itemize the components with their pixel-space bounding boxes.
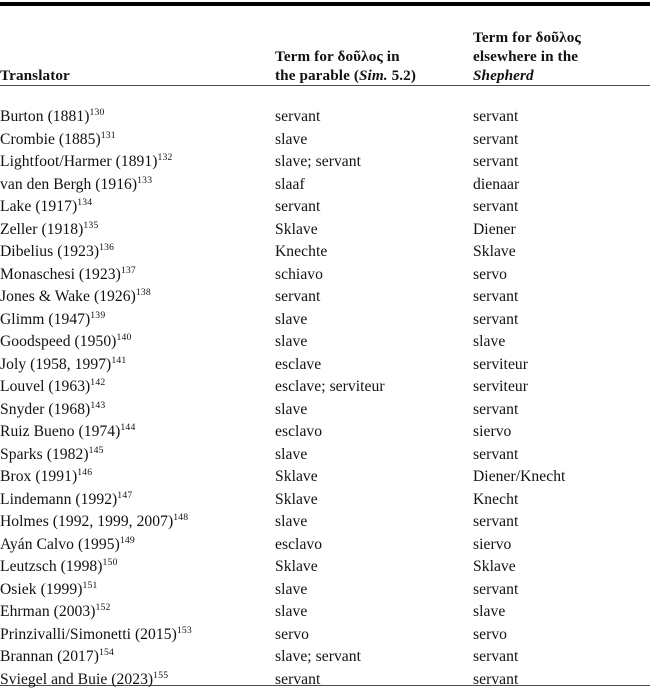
footnote-marker[interactable]: 139 [90,309,106,321]
cell-translator [0,646,275,669]
cell-term-elsewhere: Sklave [473,558,516,575]
table-row [0,97,650,129]
column-header-translator [0,0,275,97]
table-header-row [0,0,650,97]
cell-term-elsewhere: servant [473,108,519,125]
cell-term-in-parable: slave [275,513,308,530]
cell-translator [0,669,275,692]
cell-term-elsewhere: servant [473,288,519,305]
footnote-marker[interactable]: 148 [173,511,189,523]
footnote-marker[interactable]: 138 [135,286,151,298]
cell-term-in-parable: schiavo [275,265,323,283]
cell-translator [0,264,275,287]
cell-translator [0,354,275,377]
cell-translator [0,196,275,219]
cell-term-elsewhere: servant [473,670,519,688]
cell-translator [0,219,275,242]
table-row [0,174,650,197]
cell-translator [0,534,275,557]
cell-term-in-parable: Sklave [275,468,318,485]
footnote-marker[interactable]: 131 [100,129,116,141]
cell-term-elsewhere: servant [473,513,519,530]
table-row [0,444,650,467]
translator-name: Goodspeed (1950) [0,333,117,350]
translator-name: Holmes (1992, 1999, 2007) [0,513,174,530]
cell-term-elsewhere: serviteur [473,378,529,395]
table-row [0,579,650,602]
cell-term-elsewhere: Diener [473,220,516,238]
translator-name: Ayán Calvo (1995) [0,535,120,553]
footnote-marker[interactable]: 154 [99,646,115,658]
translator-name: Prinzivalli/Simonetti (2015) [0,625,177,643]
cell-term-in-parable: esclave [275,355,322,373]
cell-translator [0,466,275,489]
translator-name: Monaschesi (1923) [0,265,121,283]
cell-term-elsewhere: servant [473,445,519,463]
cell-term-elsewhere: Diener/Knecht [473,468,566,485]
table-row [0,624,650,647]
cell-term-elsewhere: servant [473,130,519,148]
translator-name: Osiek (1999) [0,580,83,598]
table-row [0,466,650,489]
cell-term-in-parable: servant [275,288,321,305]
footnote-marker[interactable]: 144 [120,421,136,433]
footnote-marker[interactable]: 149 [119,534,135,546]
translator-name: Louvel (1963) [0,378,91,395]
column-header-term-in-parable-line2-pre: the parable ( [275,67,359,84]
column-header-term-elsewhere-line1: Term for δοῦλος [473,29,581,46]
table-row [0,219,650,242]
table-row [0,646,650,669]
footnote-marker[interactable]: 133 [137,174,153,186]
cell-term-elsewhere: slave [473,333,506,350]
cell-translator [0,331,275,354]
cell-term-elsewhere: siervo [473,423,512,440]
table-row [0,534,650,557]
cell-term-elsewhere: Sklave [473,243,516,260]
cell-translator [0,309,275,332]
translator-name: Leutzsch (1998) [0,558,103,575]
cell-term-in-parable: slave [275,580,308,598]
cell-term-elsewhere: servant [473,310,519,328]
translator-name: Brannan (2017) [0,648,99,665]
cell-translator [0,174,275,197]
footnote-marker[interactable]: 143 [90,399,106,411]
footnote-marker[interactable]: 134 [77,196,93,208]
cell-translator [0,421,275,444]
cell-translator [0,376,275,399]
footnote-marker[interactable]: 142 [90,376,106,388]
cell-translator [0,286,275,309]
cell-term-elsewhere: slave [473,603,506,620]
table-row [0,601,650,624]
column-header-term-elsewhere [473,0,650,97]
translator-name: Ruiz Bueno (1974) [0,423,121,440]
table-row [0,511,650,534]
cell-translator [0,601,275,624]
column-header-term-in-parable-line1: Term for δοῦλος in [275,48,400,65]
table-row [0,421,650,444]
translator-name: Joly (1958, 1997) [0,355,112,373]
cell-term-elsewhere: serviteur [473,355,529,373]
footnote-marker[interactable]: 135 [83,219,99,231]
table-row [0,556,650,579]
cell-term-elsewhere: Knecht [473,490,519,508]
cell-term-in-parable: slave [275,400,308,418]
cell-term-in-parable: servo [275,625,310,643]
translator-name: Brox (1991) [0,468,78,485]
translator-name: Ehrman (2003) [0,603,96,620]
table-body [0,97,650,691]
translator-name: Snyder (1968) [0,400,91,418]
footnote-marker[interactable]: 151 [82,579,98,591]
cell-translator [0,489,275,512]
cell-term-elsewhere: dienaar [473,175,520,193]
table-row [0,399,650,422]
cell-term-in-parable: slave [275,333,308,350]
cell-translator [0,556,275,579]
footnote-marker[interactable]: 152 [95,601,111,613]
cell-term-in-parable: Knechte [275,243,328,260]
cell-term-in-parable: slaaf [275,175,305,193]
translator-name: Burton (1881) [0,108,90,125]
cell-translator [0,624,275,647]
footnote-marker[interactable]: 145 [88,444,104,456]
translator-name: Lake (1917) [0,198,78,215]
table-row [0,241,650,264]
cell-term-in-parable: slave; servant [275,153,362,170]
cell-translator [0,444,275,467]
cell-term-in-parable: Sklave [275,220,318,238]
cell-term-in-parable: Sklave [275,490,318,508]
cell-term-in-parable: esclave; serviteur [275,378,385,395]
table-row [0,196,650,219]
footnote-marker[interactable]: 150 [102,556,118,568]
column-header-term-in-parable [275,0,473,97]
cell-term-in-parable: servant [275,198,321,215]
cell-translator [0,129,275,152]
cell-term-elsewhere: servo [473,265,508,283]
cell-term-elsewhere: servant [473,580,519,598]
cell-term-elsewhere: servo [473,625,508,643]
cell-term-in-parable: Sklave [275,558,318,575]
footnote-marker[interactable]: 155 [153,669,169,681]
table-row [0,669,650,692]
translator-name: van den Bergh (1916) [0,175,138,193]
cell-term-elsewhere: servant [473,153,519,170]
cell-term-elsewhere: servant [473,198,519,215]
cell-term-in-parable: servant [275,670,321,688]
table-header-row-group [0,0,650,97]
translator-name: Crombie (1885) [0,130,101,148]
footnote-marker[interactable]: 153 [176,624,192,636]
cell-term-elsewhere: siervo [473,535,512,553]
cell-term-in-parable: slave [275,603,308,620]
cell-translator [0,511,275,534]
column-header-sim-abbrev: Sim. [358,67,388,84]
footnote-marker[interactable]: 132 [157,151,173,163]
cell-term-elsewhere: servant [473,400,519,418]
translator-name: Sparks (1982) [0,445,89,463]
footnote-marker[interactable]: 130 [89,106,105,118]
cell-term-in-parable: slave; servant [275,648,362,665]
footnote-marker[interactable]: 141 [111,354,127,366]
cell-term-in-parable: esclavo [275,423,323,440]
translator-name: Zeller (1918) [0,220,84,238]
table-row [0,309,650,332]
footnote-marker[interactable]: 147 [117,489,133,501]
cell-translator [0,579,275,602]
table-row [0,151,650,174]
cell-translator [0,241,275,264]
cell-term-in-parable: slave [275,130,308,148]
table-row [0,489,650,512]
translator-name: Sviegel and Buie (2023) [0,670,154,688]
footnote-marker[interactable]: 146 [77,466,93,478]
cell-translator [0,151,275,174]
cell-term-elsewhere: servant [473,648,519,665]
table-row [0,376,650,399]
translator-name: Dibelius (1923) [0,243,100,260]
table-row [0,286,650,309]
cell-term-in-parable: esclavo [275,535,323,553]
translator-name: Lindemann (1992) [0,490,118,508]
column-header-term-elsewhere-line2: elsewhere in the [473,48,579,65]
column-header-shepherd-title: Shepherd [473,67,534,84]
cell-term-in-parable: slave [275,445,308,463]
footnote-marker[interactable]: 136 [99,241,115,253]
column-header-translator-label: Translator [0,67,70,84]
cell-term-in-parable: slave [275,310,308,328]
footnote-marker[interactable]: 140 [116,331,132,343]
table-row [0,354,650,377]
translator-name: Glimm (1947) [0,310,91,328]
table-row [0,264,650,287]
footnote-marker[interactable]: 137 [120,264,136,276]
cell-term-in-parable: servant [275,108,321,125]
column-header-term-in-parable-line2-post: 5.2) [387,67,417,84]
table-row [0,331,650,354]
translator-name: Lightfoot/Harmer (1891) [0,153,158,170]
cell-translator [0,399,275,422]
translator-name: Jones & Wake (1926) [0,288,136,305]
cell-translator [0,97,275,129]
table-row [0,129,650,152]
